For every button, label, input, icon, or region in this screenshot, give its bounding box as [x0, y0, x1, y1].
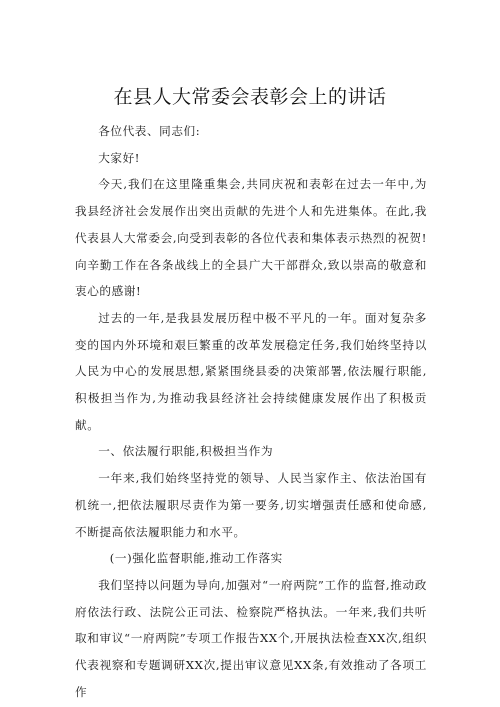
document-title: 在县人大常委会表彰会上的讲话 [113, 86, 387, 108]
document-body [75, 118, 427, 705]
body-paragraph: 过去的一年,是我县发展历程中极不平凡的一年。面对复杂多变的国内外环境和艰巨繁重的改革发展稳定任务,我们始终坚持以人民为中心的发展思想,紧紧围绕县委的决策部署,依法履行职能,积极担当作为,为推动我县经济社会持续健康发展作出了积极贡献。 [75, 310, 427, 432]
section-heading: 一、依法履行职能,积极担当作为 [98, 444, 274, 459]
greeting-paragraph: 大家好! [98, 150, 141, 165]
body-paragraph: 一年来,我们始终坚持党的领导、人民当家作主、依法治国有机统一,把依法履职尽责作为第一要务,切实增强责任感和使命感,不断提高依法履职能力和水平。 [75, 471, 427, 539]
body-paragraph: 我们坚持以问题为导向,加强对“一府两院”工作的监督,推动政府依法行政、法院公正司法、检察院严格执法。一年来,我们共听取和审议“一府两院”专项工作报告XX个,开展执法检查XX次,组织代表视察和专题调研XX次,提出审议意见XX条,有效推动了各项工作 [75, 577, 427, 699]
salutation-paragraph: 各位代表、同志们: [98, 124, 201, 138]
subsection-heading: (一)强化监督职能,推动工作落实 [109, 551, 283, 566]
body-paragraph: 今天,我们在这里隆重集会,共同庆祝和表彰在过去一年中,为我县经济社会发展作出突出贡献的先进个人和先进集体。在此,我代表县人大常委会,向受到表彰的各位代表和集体表示热烈的祝贺!向辛勤工作在各条战线上的全县广大干部群众,致以崇高的敬意和衷心的感谢! [75, 177, 427, 299]
